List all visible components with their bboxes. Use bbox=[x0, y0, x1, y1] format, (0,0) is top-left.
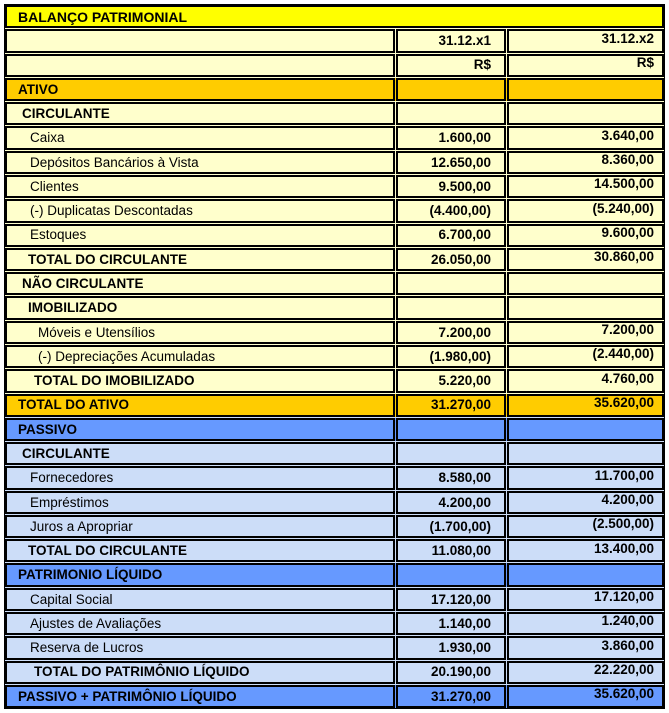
value-x2: 22.220,00 bbox=[507, 661, 664, 684]
value-x2: 3.640,00 bbox=[507, 126, 664, 149]
value-x1: 26.050,00 bbox=[396, 248, 506, 271]
row-estoques bbox=[5, 224, 664, 247]
row-label: PASSIVO bbox=[5, 418, 395, 441]
row-label bbox=[5, 29, 395, 52]
row-passivo-header bbox=[5, 418, 664, 441]
row-ativo-circulante-header bbox=[5, 102, 664, 125]
value-x1 bbox=[396, 442, 506, 465]
row-total-circulante-ativo bbox=[5, 248, 664, 271]
value-x1: 6.700,00 bbox=[396, 224, 506, 247]
value-x2: 35.620,00 bbox=[507, 394, 664, 417]
value-x1: 31.270,00 bbox=[396, 685, 506, 708]
value-x1: 31.270,00 bbox=[396, 394, 506, 417]
row-patrimonio-liquido-header bbox=[5, 563, 664, 586]
row-label bbox=[5, 54, 395, 77]
value-x2: (2.500,00) bbox=[507, 515, 664, 538]
row-passivo-circulante-header bbox=[5, 442, 664, 465]
row-label: CIRCULANTE bbox=[5, 442, 395, 465]
value-x2 bbox=[507, 272, 664, 295]
row-ativo-header bbox=[5, 78, 664, 101]
value-x1: 20.190,00 bbox=[396, 661, 506, 684]
value-x2: 11.700,00 bbox=[507, 466, 664, 489]
value-x2: 9.600,00 bbox=[507, 224, 664, 247]
value-x2 bbox=[507, 442, 664, 465]
value-x1: 7.200,00 bbox=[396, 321, 506, 344]
row-label: (-) Duplicatas Descontadas bbox=[5, 199, 395, 222]
row-label: TOTAL DO CIRCULANTE bbox=[5, 248, 395, 271]
value-x1: 12.650,00 bbox=[396, 151, 506, 174]
row-clientes bbox=[5, 175, 664, 198]
balance-sheet-table bbox=[4, 4, 665, 709]
row-passivo-mais-patrimonio bbox=[5, 685, 664, 708]
row-depreciacoes-acumuladas bbox=[5, 345, 664, 368]
row-capital-social bbox=[5, 588, 664, 611]
value-x2: 13.400,00 bbox=[507, 539, 664, 562]
value-x1 bbox=[396, 78, 506, 101]
value-x1: (1.980,00) bbox=[396, 345, 506, 368]
row-depositos-bancarios bbox=[5, 151, 664, 174]
row-nao-circulante-header bbox=[5, 272, 664, 295]
row-label: Depósitos Bancários à Vista bbox=[5, 151, 395, 174]
value-x1: (4.400,00) bbox=[396, 199, 506, 222]
value-x2: 31.12.x2 bbox=[507, 29, 664, 52]
value-x1: (1.700,00) bbox=[396, 515, 506, 538]
row-label: Móveis e Utensílios bbox=[5, 321, 395, 344]
row-label: Clientes bbox=[5, 175, 395, 198]
row-emprestimos bbox=[5, 491, 664, 514]
value-x2: 30.860,00 bbox=[507, 248, 664, 271]
value-x1 bbox=[396, 272, 506, 295]
row-label: TOTAL DO PATRIMÔNIO LÍQUIDO bbox=[5, 661, 395, 684]
value-x2: 7.200,00 bbox=[507, 321, 664, 344]
row-reserva-de-lucros bbox=[5, 636, 664, 659]
value-x1: 11.080,00 bbox=[396, 539, 506, 562]
value-x2: 4.200,00 bbox=[507, 491, 664, 514]
row-caixa bbox=[5, 126, 664, 149]
value-x1: 17.120,00 bbox=[396, 588, 506, 611]
row-ajustes-de-avaliacoes bbox=[5, 612, 664, 635]
value-x1 bbox=[396, 418, 506, 441]
row-column-headers bbox=[5, 29, 664, 52]
row-label: PASSIVO + PATRIMÔNIO LÍQUIDO bbox=[5, 685, 395, 708]
row-label: Fornecedores bbox=[5, 466, 395, 489]
value-x2 bbox=[507, 418, 664, 441]
value-x2 bbox=[507, 78, 664, 101]
value-x1: R$ bbox=[396, 54, 506, 77]
value-x1: 9.500,00 bbox=[396, 175, 506, 198]
row-label: Capital Social bbox=[5, 588, 395, 611]
value-x2: 3.860,00 bbox=[507, 636, 664, 659]
value-x2: 17.120,00 bbox=[507, 588, 664, 611]
row-label: Estoques bbox=[5, 224, 395, 247]
value-x2: 8.360,00 bbox=[507, 151, 664, 174]
value-x1: 1.140,00 bbox=[396, 612, 506, 635]
row-total-circulante-passivo bbox=[5, 539, 664, 562]
value-x1 bbox=[396, 563, 506, 586]
row-label: ATIVO bbox=[5, 78, 395, 101]
page-title: BALANÇO PATRIMONIAL bbox=[5, 5, 664, 28]
row-juros-a-apropriar bbox=[5, 515, 664, 538]
row-duplicatas-descontadas bbox=[5, 199, 664, 222]
row-label: Empréstimos bbox=[5, 491, 395, 514]
value-x1: 8.580,00 bbox=[396, 466, 506, 489]
row-imobilizado-header bbox=[5, 296, 664, 319]
row-label: TOTAL DO CIRCULANTE bbox=[5, 539, 395, 562]
row-currency-headers bbox=[5, 54, 664, 77]
value-x1: 5.220,00 bbox=[396, 369, 506, 392]
value-x2: 1.240,00 bbox=[507, 612, 664, 635]
row-label: TOTAL DO IMOBILIZADO bbox=[5, 369, 395, 392]
row-label: Caixa bbox=[5, 126, 395, 149]
row-total-patrimonio-liquido bbox=[5, 661, 664, 684]
row-label: NÃO CIRCULANTE bbox=[5, 272, 395, 295]
row-fornecedores bbox=[5, 466, 664, 489]
value-x2: 14.500,00 bbox=[507, 175, 664, 198]
row-label: TOTAL DO ATIVO bbox=[5, 394, 395, 417]
row-total-ativo bbox=[5, 394, 664, 417]
value-x1: 1.600,00 bbox=[396, 126, 506, 149]
value-x1 bbox=[396, 296, 506, 319]
value-x1: 4.200,00 bbox=[396, 491, 506, 514]
value-x2: (2.440,00) bbox=[507, 345, 664, 368]
row-title bbox=[5, 5, 664, 28]
value-x2 bbox=[507, 102, 664, 125]
value-x1 bbox=[396, 102, 506, 125]
row-label: PATRIMONIO LÍQUIDO bbox=[5, 563, 395, 586]
value-x1: 31.12.x1 bbox=[396, 29, 506, 52]
row-total-imobilizado bbox=[5, 369, 664, 392]
row-label: (-) Depreciações Acumuladas bbox=[5, 345, 395, 368]
value-x2: R$ bbox=[507, 54, 664, 77]
value-x2 bbox=[507, 296, 664, 319]
row-label: Juros a Apropriar bbox=[5, 515, 395, 538]
value-x2: (5.240,00) bbox=[507, 199, 664, 222]
value-x2: 4.760,00 bbox=[507, 369, 664, 392]
row-moveis-utensilios bbox=[5, 321, 664, 344]
row-label: Reserva de Lucros bbox=[5, 636, 395, 659]
value-x2: 35.620,00 bbox=[507, 685, 664, 708]
row-label: IMOBILIZADO bbox=[5, 296, 395, 319]
row-label: CIRCULANTE bbox=[5, 102, 395, 125]
value-x1: 1.930,00 bbox=[396, 636, 506, 659]
value-x2 bbox=[507, 563, 664, 586]
row-label: Ajustes de Avaliações bbox=[5, 612, 395, 635]
